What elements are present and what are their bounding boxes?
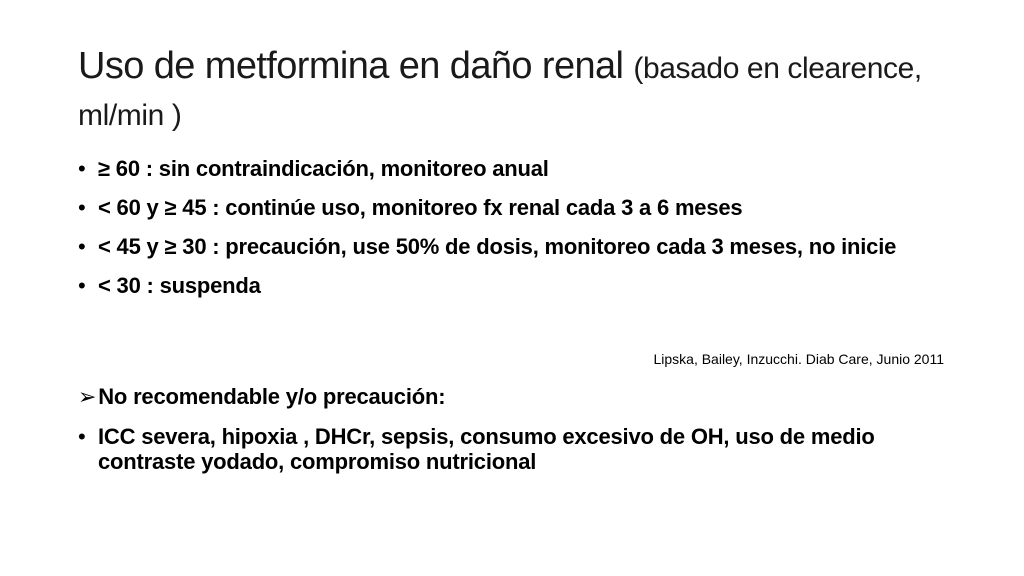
bullet-dot-icon: • <box>78 195 86 220</box>
bullet-dot-icon: • <box>78 156 86 181</box>
title-main: Uso de metformina en daño renal <box>78 45 634 87</box>
list-item <box>78 424 958 474</box>
slide-title <box>78 44 958 138</box>
list-item <box>78 156 958 181</box>
bullet-dot-icon: • <box>78 424 86 449</box>
precaution-list <box>78 424 958 474</box>
arrow-right-icon: ➢ <box>78 384 97 409</box>
bullet-dot-icon: • <box>78 273 86 298</box>
criteria-text: < 60 y ≥ 45 : continúe uso, monitoreo fx renal cada 3 a 6 meses <box>98 195 743 220</box>
criteria-list <box>78 156 958 312</box>
criteria-text: < 30 : suspenda <box>98 273 261 298</box>
list-item <box>78 273 958 298</box>
list-item <box>78 195 958 220</box>
criteria-text: ≥ 60 : sin contraindicación, monitoreo anual <box>98 156 549 181</box>
title-sub: (basado en clearence, ml/min ) <box>78 52 922 132</box>
citation: Lipska, Bailey, Inzucchi. Diab Care, Junio 2011 <box>653 351 944 367</box>
bullet-dot-icon: • <box>78 234 86 259</box>
precaution-text: ICC severa, hipoxia , DHCr, sepsis, consumo excesivo de OH, uso de medio contraste yodado, compromiso nutricional <box>98 424 875 474</box>
criteria-text: < 45 y ≥ 30 : precaución, use 50% de dosis, monitoreo cada 3 meses, no inicie <box>98 234 897 259</box>
section-heading <box>78 384 445 410</box>
list-item <box>78 234 958 259</box>
section-heading-text: No recomendable y/o precaución: <box>98 384 446 409</box>
